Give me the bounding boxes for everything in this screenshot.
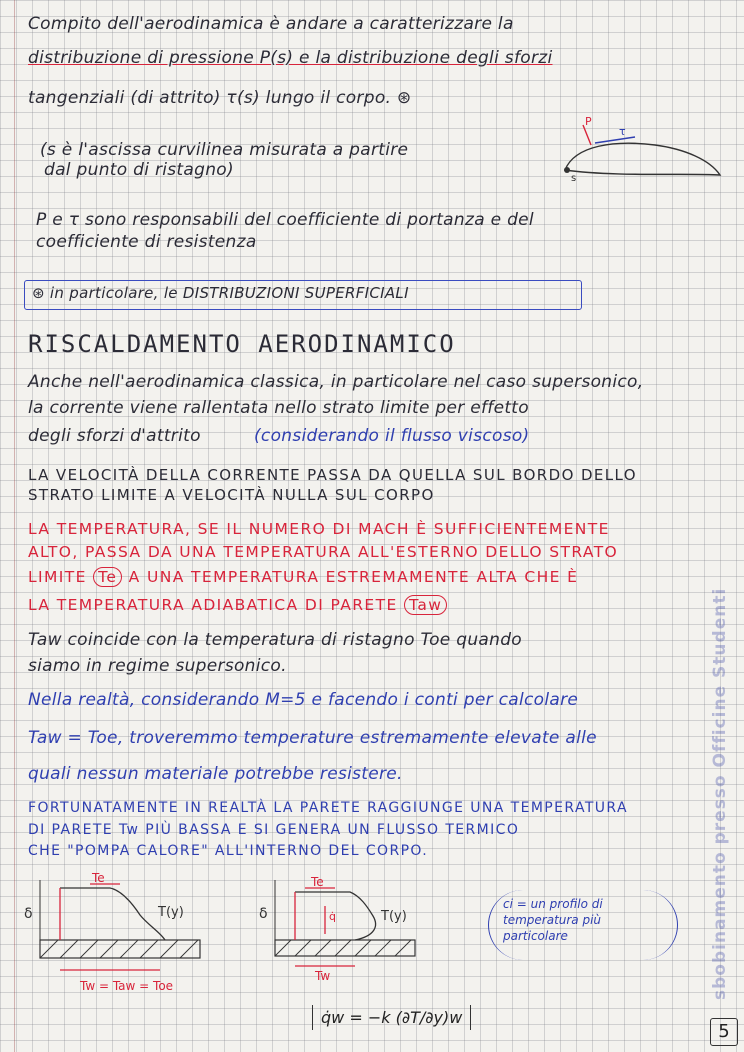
text-line-17a: LA TEMPERATURA ADIABATICA DI PARETE: [28, 596, 398, 614]
text-line-6: P e τ sono responsabili del coefficiente di portanza e del: [36, 210, 534, 230]
text-line-17: [28, 596, 447, 614]
text-line-16c: A UNA TEMPERATURA ESTREMAMENTE ALTA CHE È: [128, 568, 579, 586]
airfoil-p-label: P: [585, 115, 592, 128]
right-boundary-layer-diagram: [255, 870, 435, 985]
text-line-14: LA TEMPERATURA, SE IL NUMERO DI MACH È SUFFICIENTEMENTE: [28, 520, 610, 538]
text-line-15: ALTO, PASSA DA UNA TEMPERATURA ALL'ESTERNO DELLO STRATO: [28, 543, 619, 561]
right-q-label: q̇: [329, 910, 336, 923]
left-boundary-layer-diagram: [20, 870, 220, 1000]
airfoil-diagram: [555, 115, 725, 190]
text-line-1: Compito dell'aerodinamica è andare a caratterizzare la: [28, 14, 514, 34]
text-line-8: ⊛ in particolare, le DISTRIBUZIONI SUPERFICIALI: [32, 284, 409, 302]
profile-note: ci = un profilo di temperatura più particolare: [488, 890, 678, 960]
airfoil-s-label: s: [571, 173, 577, 184]
section-heading: RISCALDAMENTO AERODINAMICO: [28, 330, 456, 358]
text-line-11b: (considerando il flusso viscoso): [254, 426, 530, 446]
text-line-4: (s è l'ascissa curvilinea misurata a partire: [40, 140, 409, 160]
text-line-16a: LIMITE: [28, 568, 87, 586]
page-number: 5: [710, 1018, 738, 1046]
text-line-18: Taw coincide con la temperatura di ristagno Toe quando: [28, 630, 522, 650]
text-line-12: LA VELOCITÀ DELLA CORRENTE PASSA DA QUELLA SUL BORDO DELLO: [28, 466, 637, 484]
right-ty-label: T(y): [381, 909, 407, 924]
text-line-11a: degli sforzi d'attrito: [28, 426, 201, 446]
text-line-20: Nella realtà, considerando M=5 e facendo i conti per calcolare: [28, 690, 579, 710]
right-te-label: Te: [311, 875, 324, 889]
te-circled: Te: [93, 567, 122, 587]
text-line-3: tangenziali (di attrito) τ(s) lungo il corpo. ⊛: [28, 88, 412, 108]
margin-line: [14, 0, 15, 1052]
text-line-13: STRATO LIMITE A VELOCITÀ NULLA SUL CORPO: [28, 486, 435, 504]
text-line-23: FORTUNATAMENTE IN REALTÀ LA PARETE RAGGIUNGE UNA TEMPERATURA: [28, 800, 628, 816]
right-delta-label: δ: [259, 906, 268, 922]
text-line-16: [28, 568, 578, 586]
taw-circled: Taw: [404, 595, 447, 615]
airfoil-tau-label: τ: [619, 125, 626, 138]
watermark: sbobinamento presso Officine Studenti: [710, 587, 730, 1000]
text-line-21: Taw = Toe, troveremmo temperature estremamente elevate alle: [28, 728, 597, 748]
left-ty-label: T(y): [158, 905, 184, 920]
text-line-5: dal punto di ristagno): [44, 160, 234, 180]
left-delta-label: δ: [24, 906, 33, 922]
text-line-24: DI PARETE Tw PIÙ BASSA E SI GENERA UN FLUSSO TERMICO: [28, 822, 520, 838]
right-tw-label: Tw: [315, 969, 331, 983]
text-line-25: CHE "POMPA CALORE" ALL'INTERNO DEL CORPO.: [28, 843, 429, 859]
text-line-10: la corrente viene rallentata nello strato limite per effetto: [28, 398, 529, 418]
heat-flux-formula: q̇w = −k (∂T/∂y)w: [312, 1005, 471, 1030]
text-line-9: Anche nell'aerodinamica classica, in particolare nel caso supersonico,: [28, 372, 644, 392]
text-line-2: distribuzione di pressione P(s) e la distribuzione degli sforzi: [28, 48, 553, 68]
text-line-19: siamo in regime supersonico.: [28, 656, 287, 676]
text-line-22: quali nessun materiale potrebbe resistere.: [28, 764, 403, 784]
left-bottom-label: Tw = Taw = Toe: [80, 979, 174, 993]
text-line-7: coefficiente di resistenza: [36, 232, 257, 252]
left-te-label: Te: [92, 871, 105, 885]
